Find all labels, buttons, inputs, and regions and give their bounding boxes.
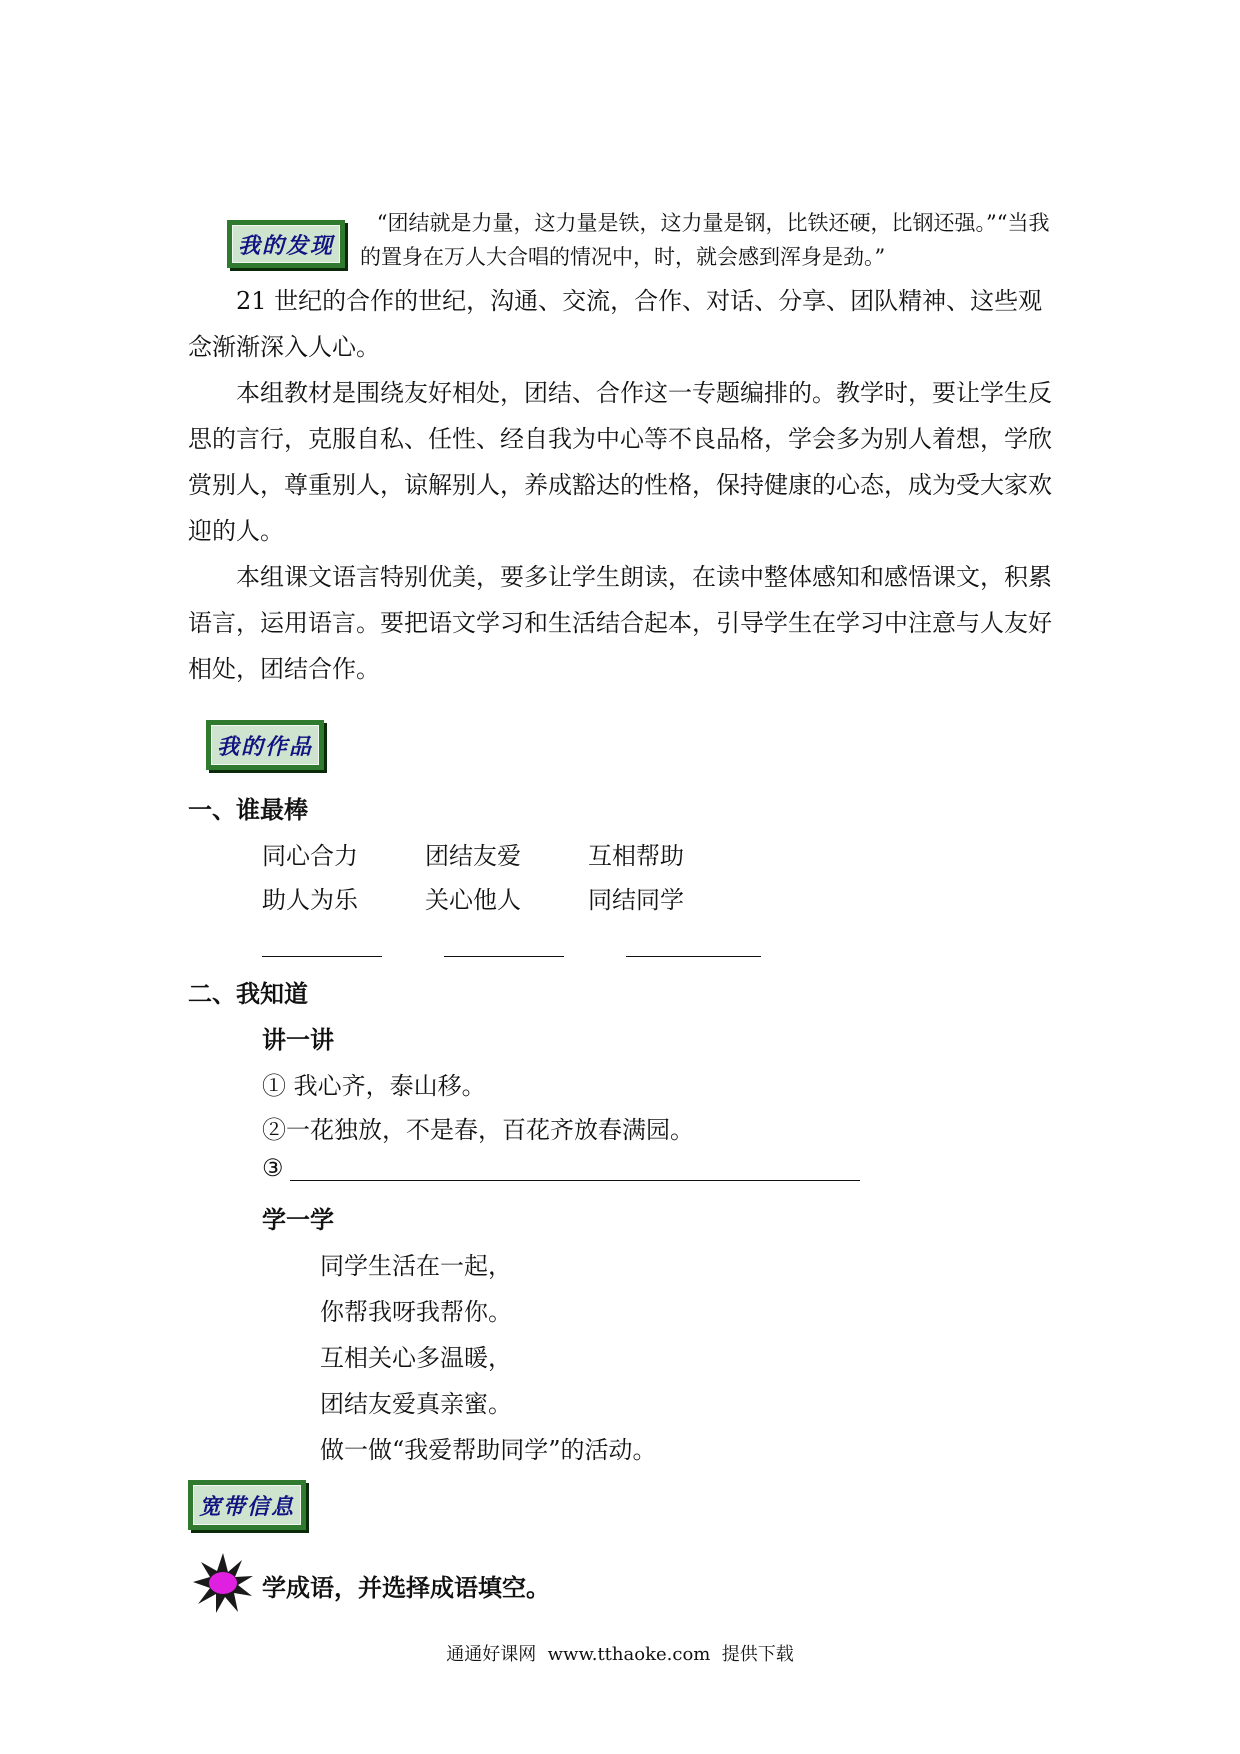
section2-title: 二、我知道 [188, 980, 308, 1008]
idiom-3: 互相帮助 [588, 842, 684, 870]
answer-blank-1[interactable] [262, 956, 382, 957]
intro-quote: “团结就是力量，这力量是铁，这力量是钢，比铁还硬，比钢还强。”“当我的置身在万人大合唱的情况中，时，就会感到浑身是劲。” [360, 211, 1050, 269]
subheading-jiang: 讲一讲 [262, 1026, 334, 1054]
idiom-2: 团结友爱 [425, 842, 521, 870]
paragraph-2: 本组教材是围绕友好相处，团结、合作这一专题编排的。教学时，要让学生反思的言行，克服自私、任性、经自我为中心等不良品格，学会多为别人着想，学欣赏别人，尊重别人，谅解别人，养成豁达的性格，保持健康的心态，成为受大家欢迎的人。 [188, 379, 1052, 545]
subheading-xue: 学一学 [262, 1206, 334, 1234]
idiom-5: 关心他人 [425, 886, 521, 914]
saying-3-blank[interactable] [290, 1180, 860, 1181]
poem-line-4: 团结友爱真亲蜜。 [320, 1390, 512, 1418]
saying-3-label: ③ [262, 1154, 284, 1182]
poem-line-1: 同学生活在一起， [320, 1252, 512, 1280]
badge-works [206, 720, 324, 770]
idiom-1: 同心合力 [262, 842, 358, 870]
activity-line: 做一做“我爱帮助同学”的活动。 [320, 1436, 657, 1464]
page-footer: 通通好课网 www.tthaoke.com 提供下载 [446, 1644, 794, 1665]
poem-line-2: 你帮我呀我帮你。 [320, 1298, 512, 1326]
badge-discovery-label: 我的发现 [232, 225, 340, 263]
answer-blank-3[interactable] [626, 956, 761, 957]
paragraph-1: 21 世纪的合作的世纪，沟通、交流，合作、对话、分享、团队精神、这些观念渐渐深入人心。 [188, 287, 1043, 361]
idiom-6: 同结同学 [588, 886, 684, 914]
idiom-4: 助人为乐 [262, 886, 358, 914]
star-icon [192, 1552, 254, 1614]
section1-title: 一、谁最棒 [188, 796, 308, 824]
badge-info-label: 宽带信息 [193, 1485, 301, 1525]
saying-2: ②一花独放，不是春，百花齐放春满园。 [262, 1116, 694, 1144]
badge-info [188, 1480, 306, 1530]
paragraph-3: 本组课文语言特别优美，要多让学生朗读，在读中整体感知和感悟课文，积累语言，运用语言。要把语文学习和生活结合起本，引导学生在学习中注意与人友好相处，团结合作。 [188, 563, 1052, 683]
badge-works-label: 我的作品 [211, 725, 319, 765]
body-paragraphs [188, 278, 1058, 692]
badge-discovery [227, 220, 345, 268]
saying-1: ① 我心齐，泰山移。 [262, 1072, 486, 1100]
answer-blank-2[interactable] [444, 956, 564, 957]
poem-line-3: 互相关心多温暖， [320, 1344, 512, 1372]
task-instruction: 学成语，并选择成语填空。 [262, 1574, 550, 1602]
